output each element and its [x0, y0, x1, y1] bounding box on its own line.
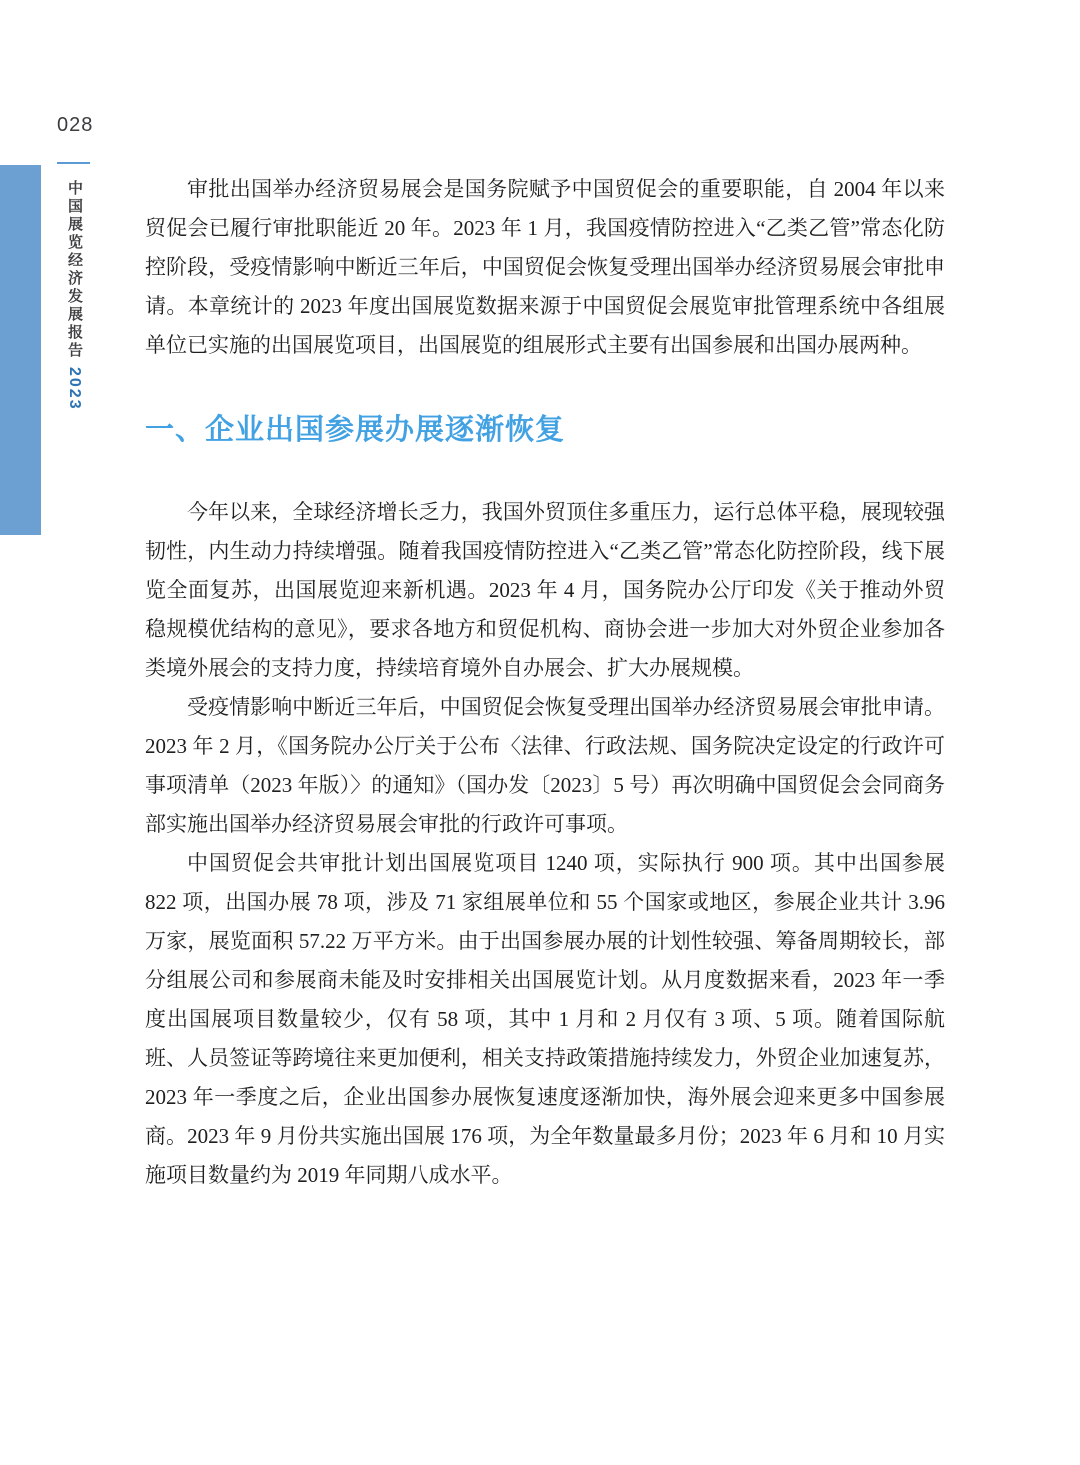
- section-heading: 一、企业出国参展办展逐渐恢复: [145, 414, 566, 446]
- sidebar-vertical-title: [60, 180, 88, 460]
- body-paragraph-2: 受疫情影响中断近三年后，中国贸促会恢复受理出国举办经济贸易展会审批申请。2023 年 2 月，《国务院办公厅关于公布〈法律、行政法规、国务院决定设定的行政许可事项清单（2023 年版）〉的通知》（国办发〔2023〕5 号）再次明确中国贸促会会同商务部实施出国举办经济贸易展会审批的行政许可事项。: [145, 695, 945, 836]
- report-title-vertical: 中国展览经济发展报告: [66, 180, 83, 360]
- report-year: 2023: [66, 367, 83, 411]
- intro-paragraph: 审批出国举办经济贸易展会是国务院赋予中国贸促会的重要职能，自 2004 年以来贸促会已履行审批职能近 20 年。2023 年 1 月，我国疫情防控进入“乙类乙管”常态化防控阶段，受疫情影响中断近三年后，中国贸促会恢复受理出国举办经济贸易展会审批申请。本章统计的 2023 年度出国展览数据来源于中国贸促会展览审批管理系统中各组展单位已实施的出国展览项目，出国展览的组展形式主要有出国参展和出国办展两种。: [145, 177, 945, 357]
- body-paragraph-1: 今年以来，全球经济增长乏力，我国外贸顶住多重压力，运行总体平稳，展现较强韧性，内生动力持续增强。随着我国疫情防控进入“乙类乙管”常态化防控阶段，线下展览全面复苏，出国展览迎来新机遇。2023 年 4 月，国务院办公厅印发《关于推动外贸稳规模优结构的意见》，要求各地方和贸促机构、商协会进一步加大对外贸企业参加各类境外展会的支持力度，持续培育境外自办展会、扩大办展规模。: [145, 500, 945, 680]
- body-paragraph-3: 中国贸促会共审批计划出国展览项目 1240 项，实际执行 900 项。其中出国参展 822 项，出国办展 78 项，涉及 71 家组展单位和 55 个国家或地区，参展企业共计 3.96 万家，展览面积 57.22 万平方米。由于出国参展办展的计划性较强、筹备周期较长，部分组展公司和参展商未能及时安排相关出国展览计划。从月度数据来看，2023 年一季度出国展项目数量较少，仅有 58 项，其中 1 月和 2 月仅有 3 项、5 项。随着国际航班、人员签证等跨境往来更加便利，相关支持政策措施持续发力，外贸企业加速复苏，2023 年一季度之后，企业出国参办展恢复速度逐渐加快，海外展会迎来更多中国参展商。2023 年 9 月份共实施出国展 176 项，为全年数量最多月份；2023 年 6 月和 10 月实施项目数量约为 2019 年同期八成水平。: [145, 851, 945, 1187]
- main-content: [145, 170, 945, 1195]
- sidebar-accent-bar: [0, 165, 41, 535]
- sidebar-divider-line: [57, 162, 90, 164]
- page-number: 028: [57, 114, 94, 136]
